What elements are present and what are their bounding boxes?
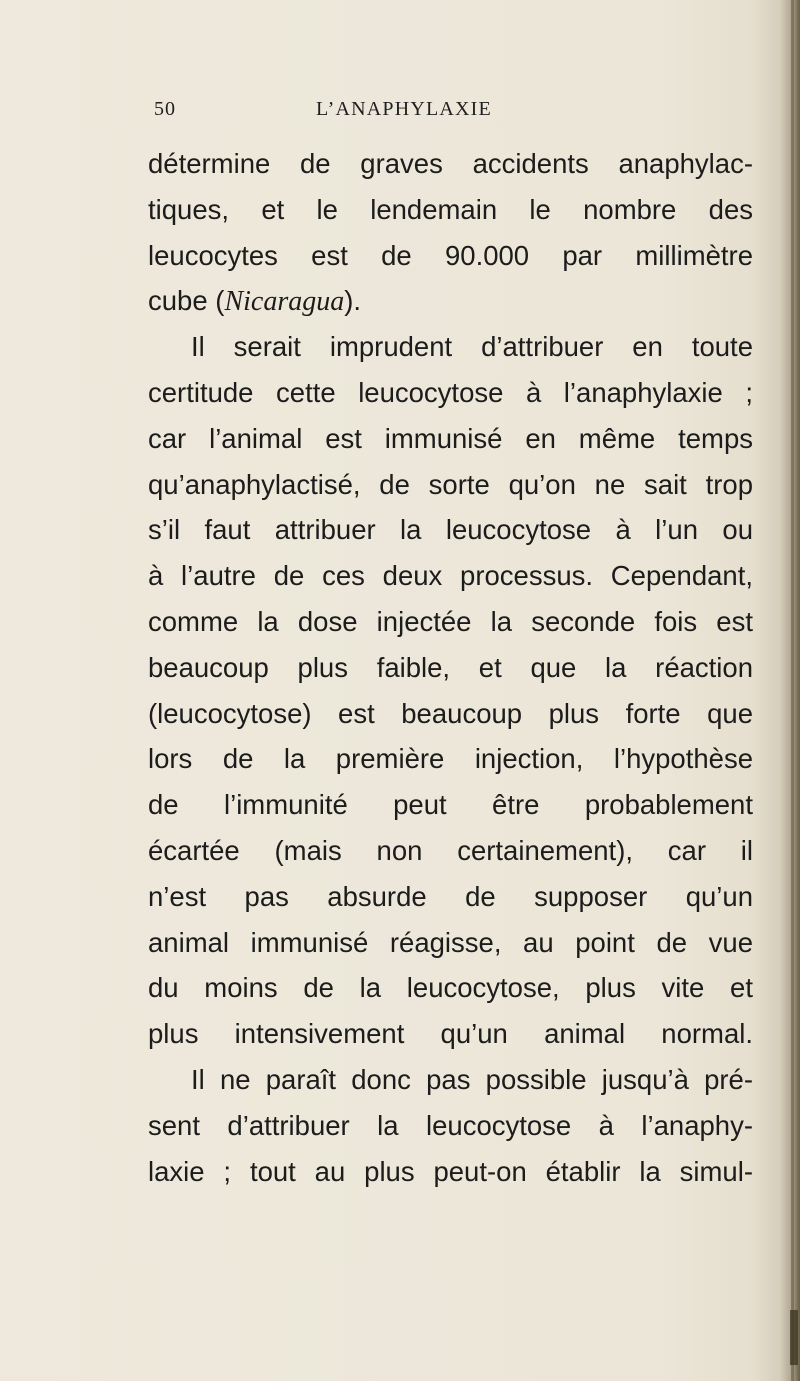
text-line: n’est pas absurde de supposer qu’un xyxy=(148,880,753,912)
text-line: Il serait imprudent d’attribuer en toute xyxy=(191,331,753,363)
running-head xyxy=(0,98,800,130)
place-name-italic: Nicaragua xyxy=(224,286,345,318)
text-line: écartée (mais non certainement), car il xyxy=(148,834,753,866)
text-line: détermine de graves accidents anaphylac- xyxy=(148,148,753,179)
text-line: qu’anaphylactisé, de sorte qu’on ne sait trop xyxy=(148,468,753,500)
text-line: lors de la première injection, l’hypothèse xyxy=(148,743,753,775)
text-line: laxie ; tout au plus peut-on établir la simul- xyxy=(148,1155,753,1187)
text-line: s’il faut attribuer la leucocytose à l’un ou xyxy=(148,514,753,546)
text-line: (leucocytose) est beaucoup plus forte que xyxy=(148,697,753,729)
text-line: tiques, et le lendemain le nombre des xyxy=(148,193,753,225)
text-line: certitude cette leucocytose à l’anaphylaxie ; xyxy=(148,376,753,408)
text-line: à l’autre de ces deux processus. Cependant, xyxy=(148,560,753,592)
text-line: plus intensivement qu’un animal normal. xyxy=(148,1018,753,1050)
page-number: 50 xyxy=(154,98,176,120)
text-fragment: cube ( xyxy=(148,285,225,317)
text-line: beaucoup plus faible, et que la réaction xyxy=(148,651,753,683)
running-title: L’ANAPHYLAXIE xyxy=(316,98,492,120)
text-line: sent d’attribuer la leucocytose à l’anaphy- xyxy=(148,1109,753,1141)
text-fragment: ). xyxy=(344,285,362,317)
body-text xyxy=(148,141,753,1194)
page-edge-line xyxy=(791,0,794,1381)
text-line: du moins de la leucocytose, plus vite et xyxy=(148,972,753,1004)
text-line: car l’animal est immunisé en même temps xyxy=(148,422,753,454)
text-line: comme la dose injectée la seconde fois est xyxy=(148,605,753,637)
page-edge-shadow xyxy=(780,0,800,1381)
text-line xyxy=(148,278,753,324)
text-line: de l’immunité peut être probablement xyxy=(148,789,753,821)
page-edge-mark xyxy=(790,1310,798,1365)
text-line: Il ne paraît donc pas possible jusqu’à pré- xyxy=(191,1063,753,1095)
text-line: leucocytes est de 90.000 par millimètre xyxy=(148,239,753,271)
text-line: animal immunisé réagisse, au point de vue xyxy=(148,926,753,958)
